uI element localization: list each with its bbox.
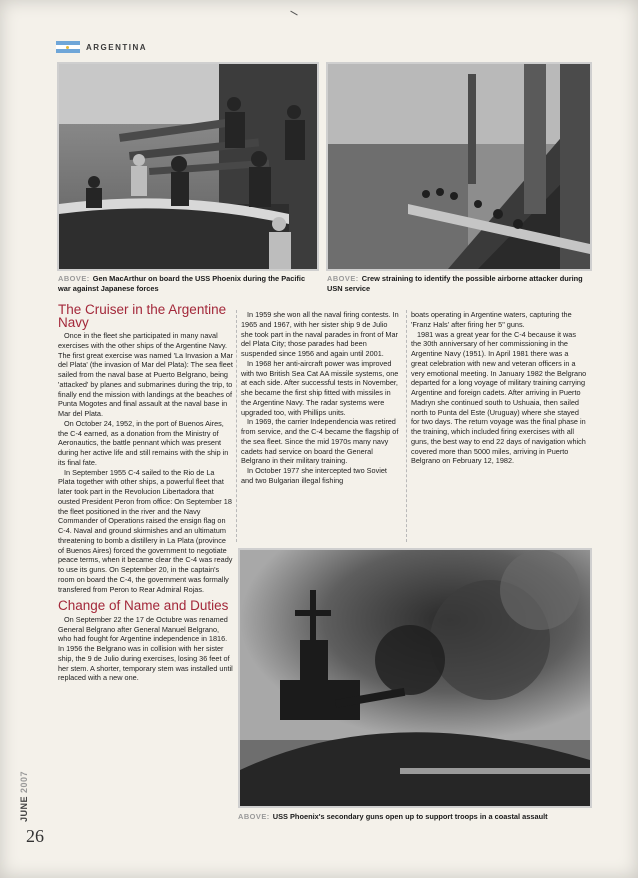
page-number: 26: [26, 826, 44, 846]
paragraph: In 1969, the carrier Independencia was retired from service, and the C-4 became the flagship of the sea fleet. Since the mid 1970s many navy cadets had service on board the General Belgrano in their military training.: [241, 417, 399, 466]
caption-top-left: [58, 274, 316, 294]
paragraph: In September 1955 C-4 sailed to the Rio de La Plata together with other ships, a powerful fleet that later took part in the Revolucion Libertadora that ousted President Peron from office: On September 18 the fleet positioned in the river and the Navy Commander of Operations raised the ensign flag on C-4. Naval and ground skirmishes and an ultimatum threatening to bomb a distillery in La Plata (province of Buenos Aires) forced the government to negotiate peace terms, when it became clear the C-4 was ready to use its guns. On September 20, in the captain's room on board the C-4, the government was formally transfered from Peron to Rear Admiral Rojas.: [58, 467, 233, 594]
caption-label: ABOVE:: [238, 812, 270, 821]
article-column-1: [58, 304, 233, 683]
section-name: ARGENTINA: [86, 42, 148, 52]
caption-text: Crew straining to identify the possible airborne attacker during USN service: [327, 274, 583, 293]
column-divider: [236, 310, 237, 542]
photo-guns-firing: [238, 548, 592, 808]
article-subheading: Change of Name and Duties: [58, 598, 229, 614]
scan-mark: [286, 11, 297, 23]
paragraph: On October 24, 1952, in the port of Buenos Aires, the C-4 earned, as a donation from the Ministry of Aeronautics, the battle pennant which was present during her active life and still remains with the ship in its final fate.: [58, 418, 229, 467]
issue-month: JUNE: [19, 795, 29, 822]
paragraph: In 1968 her anti-aircraft power was improved with two British Sea Cat AA missile systems, one at each side. After successful tests in November, she became the first ship fitted with missiles in the Argentine Navy. The radar systems were upgraded too, with Phillips units.: [241, 358, 399, 417]
issue-date: [19, 771, 29, 822]
caption-text: USS Phoenix's secondary guns open up to support troops in a coastal assault: [272, 812, 548, 821]
caption-top-right: [327, 274, 589, 294]
paragraph: 1981 was a great year for the C-4 because it was the 30th anniversary of her commissioning in the Argentine Navy (1951). In April 1981 there was a great celebration with new and veteran officers in a very emotional meeting. In January 1982 the Belgrano departed for a long voyage of military training carrying Argentine and foreign cadets. After arriving in Puerto Madryn she continued south to Ushuaia, then sailed north to Punta del Este (Uruguay) where she stayed for two days. The return voyage was the final phase in the training, which included firing exercises with all guns, the best way to end 22 days of navigation which covered more than 5000 miles, arriving in Puerto Belgrano on February 12, 1982.: [411, 329, 587, 466]
caption-bottom: [238, 812, 594, 822]
caption-text: Gen MacArthur on board the USS Phoenix during the Pacific war against Japanese forces: [58, 274, 306, 293]
paragraph: Once in the fleet she participated in many naval exercises with the other ships of the Argentine Navy. The first great exercise was named 'La Invasion a Mar del Plata' (the invasion of Mar del Plata): The sea fleet sailed from the naval base at Puerto Belgrano, being 'attacked' by planes and submarines during the trip, to finally end the mission with landings at the beaches of Punta Mogotes and final assault at the naval base in Mar del Plata.: [58, 331, 233, 418]
caption-label: ABOVE:: [327, 274, 359, 283]
argentina-flag-icon: [56, 41, 80, 53]
paragraph: In 1959 she won all the naval firing contests. In 1965 and 1967, with her sister ship 9 de Julio she took part in the naval parades in front of Mar del Plata City; those parades had been suspended since 1956 and again until 2001.: [241, 310, 399, 358]
article-column-2: [241, 310, 401, 486]
column-divider: [406, 310, 407, 542]
caption-label: ABOVE:: [58, 274, 90, 283]
issue-year: 2007: [19, 770, 29, 793]
paragraph: In October 1977 she intercepted two Soviet and two Bulgarian illegal fishing: [241, 466, 387, 485]
paragraph: On September 22 the 17 de Octubre was renamed General Belgrano after General Manuel Belgrano, who had fought for Argentine independence in 1816. In 1956 the Belgrano was in collision with her sister ship, the 9 de Julio during exercises, losing 36 feet of her stem. A shorter, temporary stem was installed until replaced with a new one.: [58, 614, 233, 683]
photo-crew-on-deck: [326, 62, 592, 271]
paragraph: boats operating in Argentine waters, capturing the 'Franz Hals' after firing her 5" guns.: [411, 310, 572, 329]
photo-macarthur-on-deck: [57, 62, 319, 271]
section-header: [56, 40, 147, 54]
article-heading: The Cruiser in the Argentine Navy: [58, 302, 227, 330]
article-column-3: [411, 310, 587, 466]
